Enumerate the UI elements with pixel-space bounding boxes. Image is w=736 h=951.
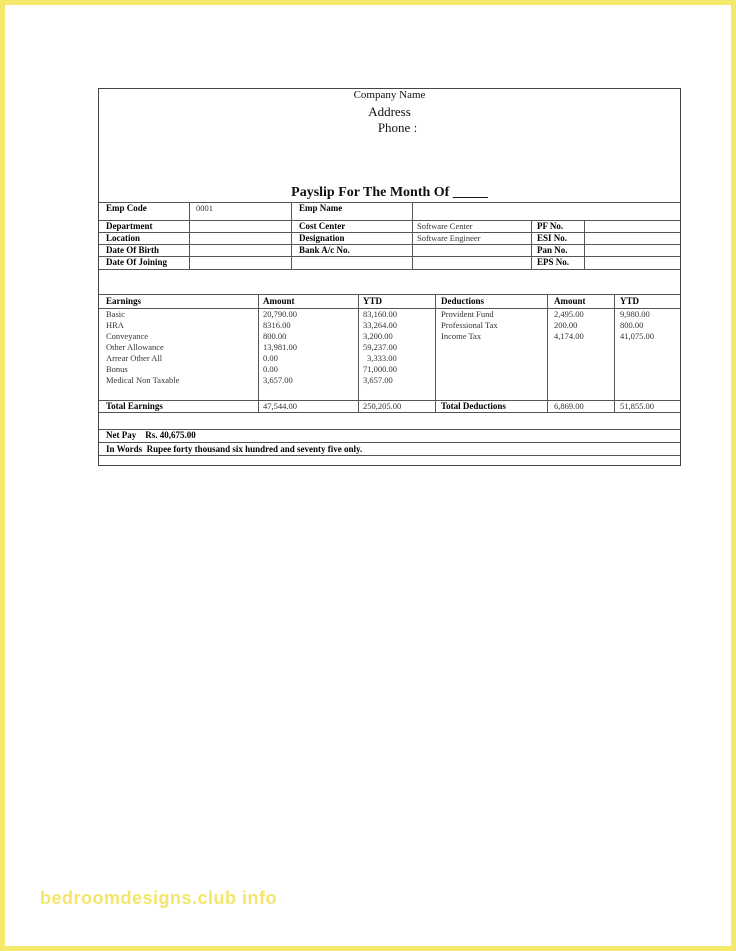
earning-ytd: 3,333.00 <box>367 353 397 363</box>
deductions-ytd-header: YTD <box>620 296 640 306</box>
deduction-ytd: 41,075.00 <box>620 331 654 341</box>
earning-ytd: 83,160.00 <box>363 309 397 319</box>
earning-name: Basic <box>106 309 125 319</box>
earning-amount: 0.00 <box>263 364 278 374</box>
earning-ytd: 3,657.00 <box>363 375 393 385</box>
doj-label: Date Of Joining <box>106 257 168 267</box>
earning-ytd: 71,000.00 <box>363 364 397 374</box>
earning-name: Other Allowance <box>106 342 164 352</box>
deduction-ytd: 9,980.00 <box>620 309 650 319</box>
eps-label: EPS No. <box>537 257 570 267</box>
deduction-amount: 2,495.00 <box>554 309 584 319</box>
divider <box>99 256 680 257</box>
divider <box>99 269 680 270</box>
watermark: bedroomdesigns.club info <box>40 888 278 908</box>
divider <box>358 294 359 412</box>
divider <box>99 442 680 443</box>
department-label: Department <box>106 221 153 231</box>
divider <box>99 232 680 233</box>
earnings-header: Earnings <box>106 296 142 306</box>
divider <box>258 294 259 412</box>
divider <box>531 220 532 269</box>
company-phone: Phone : <box>377 120 418 135</box>
deductions-header: Deductions <box>441 296 485 306</box>
deductions-amount-header: Amount <box>554 296 586 306</box>
divider <box>435 294 436 412</box>
emp-name-label: Emp Name <box>299 203 343 213</box>
divider <box>584 220 585 269</box>
divider <box>412 202 413 269</box>
company-name: Company Name <box>353 89 426 101</box>
earning-name: Bonus <box>106 364 128 374</box>
company-address: Address <box>368 104 411 119</box>
earnings-amount-header: Amount <box>263 296 295 306</box>
divider <box>99 220 680 221</box>
pan-label: Pan No. <box>537 245 568 255</box>
total-deductions-label: Total Deductions <box>441 401 506 411</box>
earning-ytd: 59,237.00 <box>363 342 397 352</box>
cost-center-value: Software Center <box>417 221 473 231</box>
earnings-ytd-header: YTD <box>363 296 383 306</box>
net-pay: Net Pay Rs. 40,675.00 <box>106 430 196 440</box>
location-label: Location <box>106 233 141 243</box>
bank-label: Bank A/c No. <box>299 245 350 255</box>
esi-label: ESI No. <box>537 233 568 243</box>
earning-ytd: 3,200.00 <box>363 331 393 341</box>
divider <box>99 202 680 203</box>
total-earnings-ytd: 250,205.00 <box>363 401 402 411</box>
total-earnings-amount: 47,544.00 <box>263 401 297 411</box>
divider <box>291 202 292 269</box>
earning-amount: 800.00 <box>263 331 287 341</box>
dob-label: Date Of Birth <box>106 245 159 255</box>
designation-label: Designation <box>299 233 345 243</box>
deduction-name: Professional Tax <box>441 320 498 330</box>
deduction-name: Provident Fund <box>441 309 494 319</box>
net-pay-in-words: In Words Rupee forty thousand six hundred and seventy five only. <box>106 444 363 454</box>
designation-value: Software Engineer <box>417 233 481 243</box>
emp-code-label: Emp Code <box>106 203 147 213</box>
deduction-amount: 4,174.00 <box>554 331 584 341</box>
divider <box>189 202 190 269</box>
earning-amount: 8316.00 <box>263 320 291 330</box>
deduction-amount: 200.00 <box>554 320 578 330</box>
earning-amount: 0.00 <box>263 353 278 363</box>
divider <box>614 294 615 412</box>
earning-amount: 13,981.00 <box>263 342 297 352</box>
earning-amount: 3,657.00 <box>263 375 293 385</box>
earning-name: Arrear Other All <box>106 353 163 363</box>
divider <box>99 244 680 245</box>
total-deductions-ytd: 51,855.00 <box>620 401 654 411</box>
deduction-name: Income Tax <box>441 331 482 341</box>
deduction-ytd: 800.00 <box>620 320 644 330</box>
earning-name: HRA <box>106 320 124 330</box>
divider <box>99 412 680 413</box>
payslip-title: Payslip For The Month Of _____ <box>291 185 488 200</box>
earning-name: Conveyance <box>106 331 149 341</box>
earning-amount: 20,790.00 <box>263 309 297 319</box>
payslip-document <box>98 88 681 466</box>
divider <box>99 294 680 295</box>
total-earnings-label: Total Earnings <box>106 401 163 411</box>
emp-code-value: 0001 <box>196 203 213 213</box>
divider <box>547 294 548 412</box>
total-deductions-amount: 6,869.00 <box>554 401 584 411</box>
earning-ytd: 33,264.00 <box>363 320 397 330</box>
cost-center-label: Cost Center <box>299 221 346 231</box>
pf-label: PF No. <box>537 221 564 231</box>
divider <box>99 455 680 456</box>
earning-name: Medical Non Taxable <box>106 375 180 385</box>
